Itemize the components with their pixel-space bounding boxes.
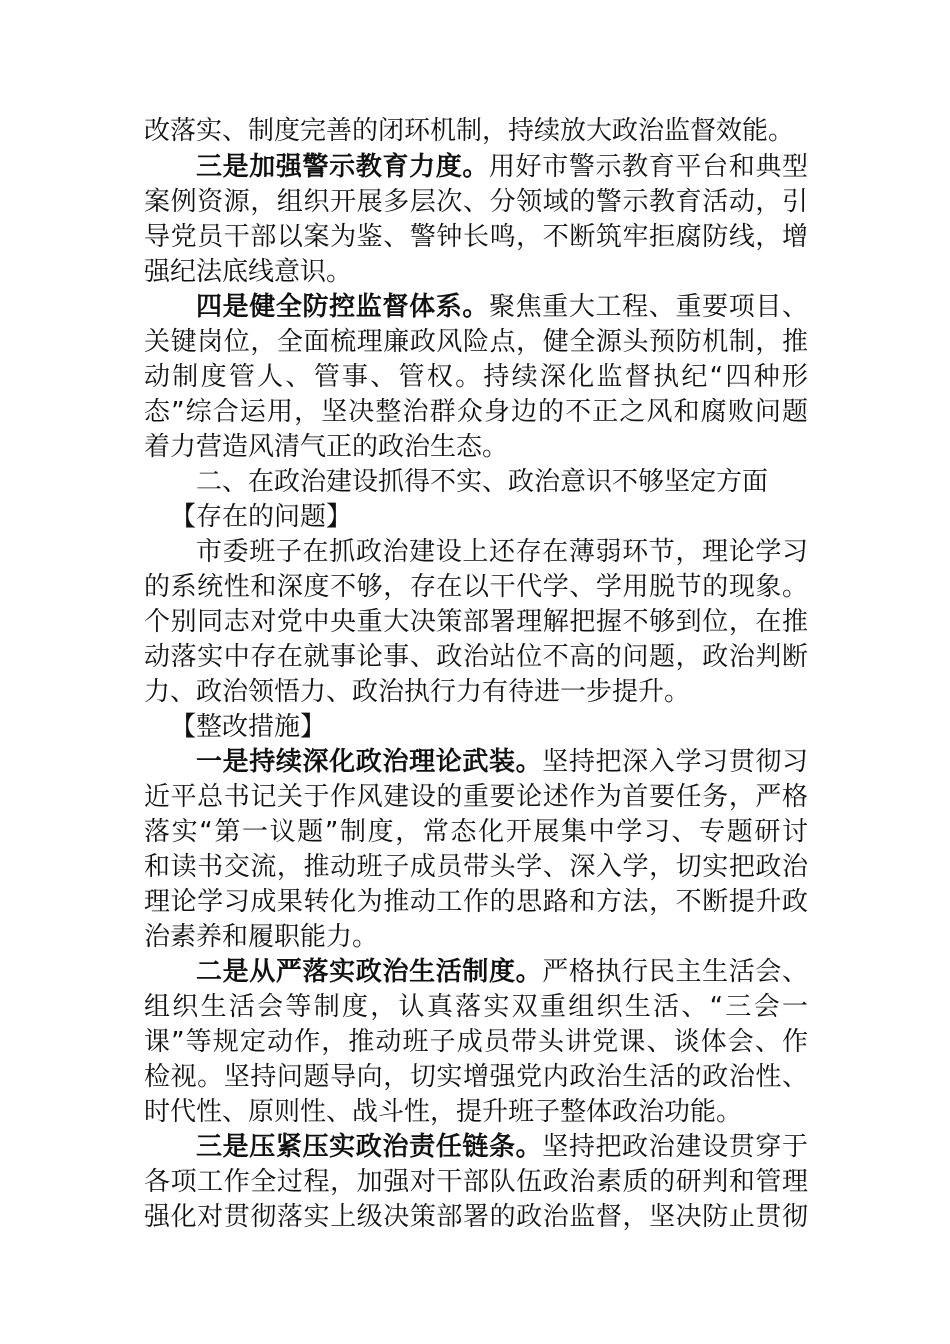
text-line: 时代性、原则性、战斗性，提升班子整体政治功能。 [144, 1097, 743, 1127]
text-line: 的系统性和深度不够，存在以干代学、学用脱节的现象。 [144, 572, 808, 602]
text-line: 态”综合运用，坚决整治群众身边的不正之风和腐败问题 [144, 397, 808, 427]
text-line: 改落实、制度完善的闭环机制，持续放大政治监督效能。 [144, 116, 795, 146]
text-line: 着力营造风清气正的政治生态。 [144, 432, 509, 462]
text-line: 理论学习成果转化为推动工作的思路和方法，不断提升政 [144, 887, 808, 917]
text-line: 动制度管人、管事、管权。持续深化监督执纪“四种形 [144, 362, 808, 392]
text-line: 组织生活会等制度，认真落实双重组织生活、“三会一 [144, 992, 808, 1022]
text-line: 治素养和履职能力。 [144, 922, 379, 952]
paragraph-heading: 三是压紧压实政治责任链条。 [196, 1132, 543, 1162]
text-line: 检视。坚持问题导向，切实增强党内政治生活的政治性、 [144, 1062, 808, 1092]
paragraph-start: 三是加强警示教育力度。用好市警示教育平台和典型 [196, 152, 808, 182]
text-line: 近平总书记关于作风建设的重要论述作为首要任务，严格 [144, 782, 808, 812]
text-line: 各项工作全过程，加强对干部队伍政治素质的研判和管理 [144, 1167, 808, 1197]
text-line: 强纪法底线意识。 [144, 257, 353, 287]
subsection-heading: 【整改措施】 [170, 712, 327, 742]
text-line: 动落实中存在就事论事、政治站位不高的问题，政治判断 [144, 642, 808, 672]
paragraph-start: 四是健全防控监督体系。聚焦重大工程、重要项目、 [196, 292, 808, 322]
paragraph-heading: 三是加强警示教育力度。 [196, 152, 489, 182]
text-line: 落实“第一议题”制度，常态化开展集中学习、专题研讨 [144, 817, 808, 847]
paragraph-start: 三是压紧压实政治责任链条。坚持把政治建设贯穿于 [196, 1132, 808, 1162]
section-heading: 二、在政治建设抓得不实、政治意识不够坚定方面 [196, 467, 769, 497]
text-line: 力、政治领悟力、政治执行力有待进一步提升。 [144, 677, 691, 707]
paragraph-heading: 四是健全防控监督体系。 [196, 292, 489, 322]
text-line: 导党员干部以案为鉴、警钟长鸣，不断筑牢拒腐防线，增 [144, 222, 808, 252]
paragraph-start: 二是从严落实政治生活制度。严格执行民主生活会、 [196, 957, 808, 987]
paragraph-start: 市委班子在抓政治建设上还存在薄弱环节，理论学习 [196, 537, 808, 567]
paragraph-heading: 一是持续深化政治理论武装。 [196, 747, 543, 777]
paragraph-start: 一是持续深化政治理论武装。坚持把深入学习贯彻习 [196, 747, 808, 777]
text-line: 关键岗位，全面梳理廉政风险点，健全源头预防机制，推 [144, 327, 808, 357]
text-line: 和读书交流，推动班子成员带头学、深入学，切实把政治 [144, 852, 808, 882]
paragraph-heading: 二是从严落实政治生活制度。 [196, 957, 543, 987]
text-line: 个别同志对党中央重大决策部署理解把握不够到位，在推 [144, 607, 808, 637]
subsection-heading: 【存在的问题】 [170, 502, 353, 532]
text-line: 强化对贯彻落实上级决策部署的政治监督，坚决防止贯彻 [144, 1202, 808, 1232]
text-line: 课”等规定动作，推动班子成员带头讲党课、谈体会、作 [144, 1027, 808, 1057]
text-line: 案例资源，组织开展多层次、分领域的警示教育活动，引 [144, 187, 808, 217]
